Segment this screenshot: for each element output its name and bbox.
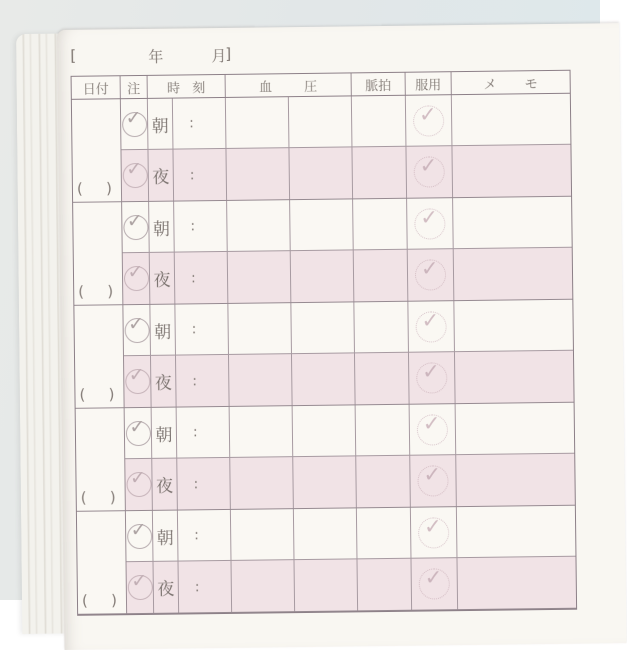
date-cell <box>76 408 126 511</box>
check-circle-icon <box>123 260 148 291</box>
systolic-cell <box>230 457 294 509</box>
medication-cell <box>406 146 453 198</box>
open-bracket: [ <box>70 46 77 65</box>
date-cell <box>77 511 127 614</box>
pulse-cell <box>352 147 407 199</box>
systolic-cell <box>230 406 294 457</box>
block-rows <box>123 300 573 407</box>
block-rows <box>125 403 575 510</box>
medication-check-circle-icon <box>415 307 446 342</box>
pulse-cell <box>352 96 407 147</box>
medication-check-circle-icon <box>418 513 449 548</box>
check-icon: ✓ <box>129 466 147 490</box>
pulse-cell <box>354 250 409 302</box>
date-cell <box>73 202 123 305</box>
paren-close: ) <box>109 488 116 507</box>
date-block <box>77 506 576 615</box>
time-colon: : <box>191 321 197 338</box>
time-cell <box>177 458 231 510</box>
pulse-cell <box>356 456 411 508</box>
note-cell <box>122 202 150 252</box>
check-circle-icon <box>124 312 149 342</box>
date-block <box>76 403 575 512</box>
check-icon: ✓ <box>422 410 441 436</box>
evening-row <box>127 557 577 613</box>
time-cell <box>177 407 231 458</box>
time-cell <box>173 98 227 149</box>
systolic-cell <box>229 354 293 406</box>
medication-check-circle-icon <box>413 101 444 136</box>
evening-label: 夜 <box>151 356 177 407</box>
header-note: 注 <box>121 76 148 98</box>
note-cell <box>127 562 155 613</box>
time-cell <box>178 510 232 561</box>
medication-cell <box>408 301 455 352</box>
systolic-cell <box>228 303 292 354</box>
memo-cell <box>456 454 575 506</box>
date-block <box>73 197 572 306</box>
header-medication: 服用 <box>406 72 452 95</box>
time-colon: : <box>189 166 195 183</box>
systolic-cell <box>231 509 295 560</box>
medication-check-circle-icon <box>414 153 445 187</box>
check-icon: ✓ <box>420 256 439 281</box>
date-block <box>72 94 571 203</box>
systolic-cell <box>226 148 290 200</box>
pulse-cell <box>356 405 411 456</box>
diastolic-cell <box>294 559 358 611</box>
medication-cell <box>408 249 455 301</box>
year-month-header <box>57 44 317 71</box>
memo-cell <box>457 557 576 609</box>
medication-check-circle-icon <box>415 256 446 290</box>
time-cell <box>175 304 229 355</box>
medication-cell <box>406 95 453 146</box>
pulse-cell <box>353 199 408 250</box>
paren-open: ( <box>80 488 87 507</box>
memo-cell <box>455 351 574 403</box>
morning-label: 朝 <box>148 99 174 149</box>
block-rows <box>126 506 576 613</box>
check-icon: ✓ <box>125 106 142 129</box>
pulse-cell <box>357 508 412 559</box>
date-cell <box>72 99 122 202</box>
date-value <box>77 511 126 594</box>
time-colon: : <box>192 372 198 389</box>
memo-cell <box>456 403 575 454</box>
time-cell <box>174 201 228 252</box>
evening-label: 夜 <box>148 150 174 201</box>
check-icon: ✓ <box>422 359 440 384</box>
time-colon: : <box>190 269 196 286</box>
header-blood-pressure: 血 圧 <box>226 73 352 97</box>
evening-row <box>121 145 571 201</box>
diastolic-cell <box>292 353 356 405</box>
memo-cell <box>452 94 571 145</box>
header-date: 日付 <box>72 76 121 99</box>
evening-row <box>123 248 573 304</box>
diastolic-cell <box>293 405 357 456</box>
note-cell <box>124 356 152 407</box>
check-icon: ✓ <box>423 462 442 487</box>
systolic-cell <box>226 97 290 148</box>
note-cell <box>121 150 149 201</box>
medication-cell <box>409 352 456 404</box>
medication-check-circle-icon <box>417 410 448 445</box>
pulse-cell <box>357 559 412 611</box>
block-rows <box>121 94 571 201</box>
check-icon: ✓ <box>420 204 439 230</box>
time-colon: : <box>190 218 196 235</box>
evening-row <box>125 454 575 510</box>
check-icon: ✓ <box>129 415 146 438</box>
medication-check-circle-icon <box>417 462 448 496</box>
month-label: 月 <box>211 46 227 66</box>
check-icon: ✓ <box>127 312 145 335</box>
weekday-parens <box>75 387 123 408</box>
check-icon: ✓ <box>128 363 145 387</box>
medication-check-circle-icon <box>416 359 447 393</box>
time-colon: : <box>192 424 198 441</box>
diastolic-cell <box>289 147 353 199</box>
weekday-parens <box>77 490 125 511</box>
table-body <box>72 94 576 615</box>
date-block <box>74 300 573 409</box>
paren-open: ( <box>79 385 86 404</box>
time-colon: : <box>193 475 199 492</box>
check-icon: ✓ <box>424 565 443 590</box>
check-circle-icon <box>125 363 150 394</box>
medication-check-circle-icon <box>414 204 445 239</box>
note-cell <box>123 253 151 304</box>
date-cell <box>74 305 124 408</box>
evening-label: 夜 <box>150 253 176 304</box>
time-colon: : <box>194 578 200 595</box>
evening-label: 夜 <box>152 459 178 510</box>
date-value <box>74 305 123 388</box>
paren-close: ) <box>108 385 115 404</box>
morning-label: 朝 <box>153 511 179 561</box>
pulse-cell <box>354 302 409 353</box>
note-cell <box>125 408 153 458</box>
medication-cell <box>411 558 458 610</box>
diastolic-cell <box>291 250 355 302</box>
systolic-cell <box>228 251 292 303</box>
paren-close: ) <box>105 179 113 198</box>
paren-open: ( <box>76 179 83 198</box>
medication-check-circle-icon <box>419 565 450 599</box>
time-colon: : <box>189 115 194 132</box>
check-icon: ✓ <box>126 157 143 181</box>
weekday-parens <box>73 181 121 202</box>
header-time: 時 刻 <box>148 75 226 98</box>
evening-label: 夜 <box>154 562 180 613</box>
medication-cell <box>411 507 458 558</box>
memo-cell <box>453 197 572 248</box>
check-circle-icon <box>126 466 151 497</box>
check-icon: ✓ <box>127 260 144 284</box>
check-icon: ✓ <box>131 569 148 593</box>
note-cell <box>125 459 153 510</box>
check-icon: ✓ <box>130 518 147 541</box>
morning-label: 朝 <box>150 305 176 355</box>
check-icon: ✓ <box>418 101 437 127</box>
memo-cell <box>452 145 571 197</box>
note-cell <box>126 511 154 561</box>
medication-cell <box>410 455 457 507</box>
pulse-cell <box>355 353 410 405</box>
header-memo: メ モ <box>483 76 538 93</box>
check-circle-icon <box>125 415 150 445</box>
morning-label: 朝 <box>152 408 178 458</box>
check-circle-icon <box>122 106 147 136</box>
note-cell <box>123 305 151 355</box>
date-value <box>73 202 122 285</box>
bp-record-table <box>71 70 578 616</box>
memo-cell <box>457 506 576 557</box>
evening-row <box>124 351 574 407</box>
diastolic-cell <box>294 508 358 559</box>
check-icon: ✓ <box>419 153 438 178</box>
weekday-parens <box>74 284 122 305</box>
morning-row <box>123 300 573 356</box>
paren-open: ( <box>81 591 88 610</box>
diastolic-cell <box>289 96 353 147</box>
time-cell <box>176 355 230 407</box>
check-circle-icon <box>127 569 152 600</box>
date-value <box>72 99 121 182</box>
memo-cell <box>454 248 573 300</box>
check-icon: ✓ <box>421 307 440 333</box>
note-cell <box>121 99 149 149</box>
close-bracket: ] <box>225 44 232 63</box>
check-circle-icon <box>127 518 152 548</box>
morning-row <box>125 403 575 459</box>
memo-cell <box>454 300 573 351</box>
medication-cell <box>410 404 457 455</box>
morning-label: 朝 <box>149 202 175 252</box>
header-pulse: 脈拍 <box>352 73 406 96</box>
block-rows <box>122 197 572 304</box>
diastolic-cell <box>291 302 355 353</box>
time-cell <box>179 561 233 613</box>
morning-row <box>122 197 572 253</box>
check-icon: ✓ <box>423 513 442 539</box>
systolic-cell <box>227 200 291 251</box>
date-value <box>76 408 125 491</box>
check-circle-icon <box>122 157 147 188</box>
time-colon: : <box>194 527 200 544</box>
medication-cell <box>407 198 454 249</box>
morning-row <box>121 94 571 150</box>
diastolic-cell <box>290 199 354 250</box>
systolic-cell <box>231 560 295 612</box>
paren-close: ) <box>107 282 114 301</box>
paren-close: ) <box>111 591 118 610</box>
year-label: 年 <box>148 47 164 66</box>
check-circle-icon <box>123 209 148 239</box>
time-cell <box>173 149 227 201</box>
weekday-parens <box>78 593 126 614</box>
time-cell <box>175 252 229 304</box>
morning-row <box>126 506 576 562</box>
diastolic-cell <box>293 456 357 508</box>
check-icon: ✓ <box>126 209 143 232</box>
paren-open: ( <box>78 282 85 301</box>
notebook-page <box>57 23 627 650</box>
